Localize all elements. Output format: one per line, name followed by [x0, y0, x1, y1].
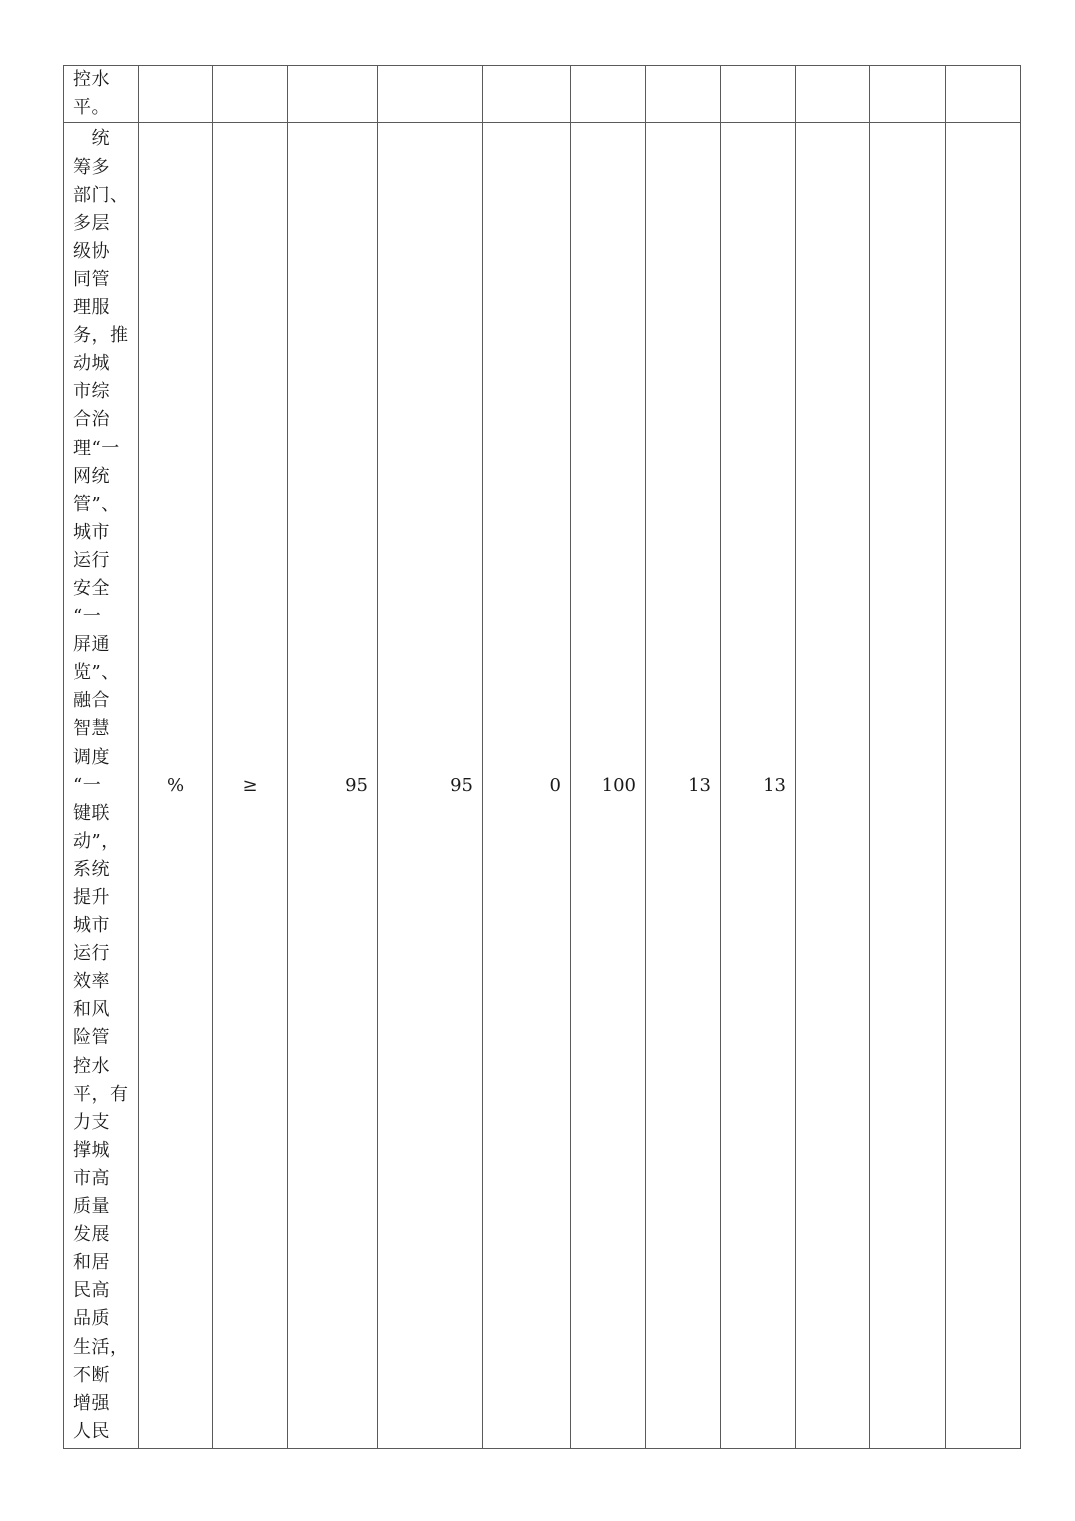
table-cell: [288, 66, 378, 123]
table-cell: [721, 66, 796, 123]
table-row: [64, 66, 1021, 123]
value-cell: 13: [721, 123, 796, 1449]
table-cell: [378, 66, 483, 123]
indicator-text: 统 筹多 部门、 多层 级协 同管 理服 务，推 动城 市综 合治 理“一 网统 管”、 城市 运行 安全 “一 屏通 览”、 融合 智慧 调度 “一 键联 动”， 系统 提升 城市 运行 效率 和风 险管 控水 平，有 力支 撑城 市高 质量 发展 和居 民高 品质 生活， 不断 增强 人民: [73, 128, 129, 1442]
indicator-text-cell: [64, 66, 139, 123]
table-cell: [796, 123, 870, 1449]
indicator-text-cell: [64, 123, 139, 1449]
value-cell: 0: [483, 123, 571, 1449]
table-row: [64, 123, 1021, 1449]
indicator-text: 控水 平。: [73, 69, 110, 119]
operator-cell: ≥: [213, 123, 288, 1449]
table-cell: [646, 66, 721, 123]
table-cell: [213, 66, 288, 123]
value-cell: 100: [571, 123, 646, 1449]
table-cell: [571, 66, 646, 123]
table-cell: [139, 66, 213, 123]
table-cell: [483, 66, 571, 123]
unit-cell: %: [139, 123, 213, 1449]
table-cell: [796, 66, 870, 123]
value-cell: 13: [646, 123, 721, 1449]
table-cell: [946, 123, 1021, 1449]
table-cell: [870, 123, 946, 1449]
table-cell: [870, 66, 946, 123]
value-cell: 95: [288, 123, 378, 1449]
indicator-table: [63, 65, 1021, 1449]
table-cell: [946, 66, 1021, 123]
value-cell: 95: [378, 123, 483, 1449]
